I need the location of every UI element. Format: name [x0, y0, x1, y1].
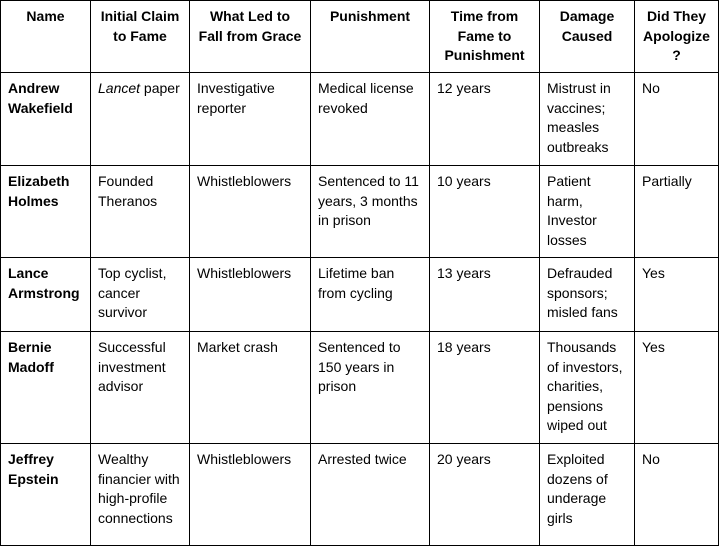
- cell-punishment: Medical license revoked: [311, 73, 430, 166]
- table-row: [1, 332, 719, 444]
- cell-initial-claim: Wealthy financier with high-profile connections: [91, 444, 190, 546]
- cell-claim-text: paper: [140, 80, 180, 96]
- header-name: Name: [1, 1, 91, 73]
- cell-name: Bernie Madoff: [1, 332, 91, 444]
- table-row: [1, 73, 719, 166]
- cell-apology: No: [635, 444, 719, 546]
- cell-damage: Defrauded sponsors; misled fans: [540, 258, 635, 332]
- table-row: [1, 258, 719, 332]
- cell-name: Jeffrey Epstein: [1, 444, 91, 546]
- cell-time: 12 years: [430, 73, 540, 166]
- cell-initial-claim: Founded Theranos: [91, 166, 190, 258]
- cell-apology: Partially: [635, 166, 719, 258]
- table-row: [1, 166, 719, 258]
- header-initial-claim: Initial Claim to Fame: [91, 1, 190, 73]
- cell-time: 10 years: [430, 166, 540, 258]
- cell-punishment: Lifetime ban from cycling: [311, 258, 430, 332]
- cell-claim-italic: Lancet: [98, 80, 141, 96]
- cell-time: 13 years: [430, 258, 540, 332]
- cell-punishment: Arrested twice: [311, 444, 430, 546]
- cell-name: Elizabeth Holmes: [1, 166, 91, 258]
- cell-name: Andrew Wakefield: [1, 73, 91, 166]
- cell-damage: Patient harm, Investor losses: [540, 166, 635, 258]
- header-fall-from-grace: What Led to Fall from Grace: [190, 1, 311, 73]
- cell-fall-from-grace: Whistleblowers: [190, 258, 311, 332]
- header-row: [1, 1, 719, 73]
- header-damage-caused: Damage Caused: [540, 1, 635, 73]
- cell-name: Lance Armstrong: [1, 258, 91, 332]
- cell-initial-claim: Top cyclist, cancer survivor: [91, 258, 190, 332]
- cell-initial-claim: [91, 73, 190, 166]
- cell-damage: Mistrust in vaccines; measles outbreaks: [540, 73, 635, 166]
- header-time-to-punishment: Time from Fame to Punishment: [430, 1, 540, 73]
- cell-fall-from-grace: Whistleblowers: [190, 166, 311, 258]
- cell-fall-from-grace: Market crash: [190, 332, 311, 444]
- cell-initial-claim: Successful investment advisor: [91, 332, 190, 444]
- cell-apology: Yes: [635, 258, 719, 332]
- cell-fall-from-grace: Investigative reporter: [190, 73, 311, 166]
- cell-punishment: Sentenced to 150 years in prison: [311, 332, 430, 444]
- cell-fall-from-grace: Whistleblowers: [190, 444, 311, 546]
- cell-apology: Yes: [635, 332, 719, 444]
- cell-time: 18 years: [430, 332, 540, 444]
- cell-punishment: Sentenced to 11 years, 3 months in prison: [311, 166, 430, 258]
- header-punishment: Punishment: [311, 1, 430, 73]
- header-apologize: Did They Apologize ?: [635, 1, 719, 73]
- cell-time: 20 years: [430, 444, 540, 546]
- cell-damage: Exploited dozens of underage girls: [540, 444, 635, 546]
- table-row: [1, 444, 719, 546]
- cell-apology: No: [635, 73, 719, 166]
- cell-damage: Thousands of investors, charities, pensions wiped out: [540, 332, 635, 444]
